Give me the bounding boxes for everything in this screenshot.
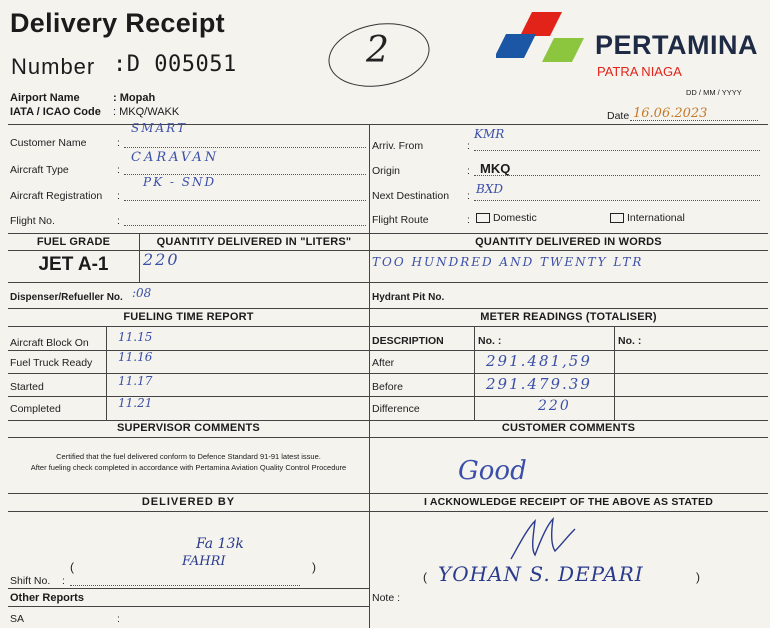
- meter-after-value: 291.481,59: [486, 352, 592, 370]
- arrival-from-value: KMR: [474, 127, 505, 141]
- started-label: Started: [10, 381, 44, 393]
- quantity-words-value: TOO HUNDRED AND TWENTY LTR: [372, 255, 644, 269]
- deliverer-paren-open: (: [70, 560, 74, 574]
- quantity-liters-value: 220: [143, 250, 180, 269]
- origin-colon: :: [467, 165, 470, 177]
- acknowledge-header: I ACKNOWLEDGE RECEIPT OF THE ABOVE AS STATED: [423, 496, 713, 508]
- domestic-option[interactable]: [476, 212, 537, 224]
- receiver-signature-icon: [505, 515, 585, 565]
- aircraft-registration-colon: :: [117, 190, 120, 202]
- quantity-liters-header: QUANTITY DELIVERED IN "LITERS": [156, 236, 352, 248]
- other-reports-top-line: [8, 588, 369, 589]
- customer-name-line: [124, 147, 366, 148]
- other-reports-bottom-line: [8, 606, 369, 607]
- completed-value: 11.21: [118, 396, 153, 410]
- quantity-row-bottom-line: [8, 282, 768, 283]
- iata-value: : MKQ/WAKK: [113, 106, 180, 118]
- meter-before-value: 291.479.39: [486, 375, 592, 393]
- receipt-number: :D 005051: [113, 52, 237, 77]
- block-on-label: Aircraft Block On: [10, 337, 89, 349]
- meter-readings-header: METER READINGS (TOTALISER): [480, 311, 657, 323]
- truck-ready-value: 11.16: [118, 350, 153, 364]
- customer-name-value: SMART: [131, 121, 188, 135]
- dispenser-value: :08: [132, 286, 152, 300]
- started-value: 11.17: [118, 374, 153, 388]
- customer-comments-header: CUSTOMER COMMENTS: [501, 422, 636, 434]
- document-title: Delivery Receipt: [10, 8, 225, 38]
- flight-no-colon: :: [117, 215, 120, 227]
- other-reports-label: Other Reports: [10, 592, 84, 604]
- international-checkbox[interactable]: [610, 213, 624, 223]
- flight-no-line: [124, 225, 366, 226]
- customer-name-label: Customer Name: [10, 137, 87, 149]
- next-destination-colon: :: [467, 190, 470, 202]
- signature-header-top-line: [8, 493, 768, 494]
- dispenser-label: Dispenser/Refueller No.: [10, 292, 123, 303]
- receiver-paren-close: ): [696, 570, 700, 584]
- truck-ready-label: Fuel Truck Ready: [10, 357, 93, 369]
- flight-route-label: Flight Route: [372, 214, 429, 226]
- iata-label: IATA / ICAO Code: [10, 106, 101, 118]
- comments-header-bottom-line: [8, 437, 768, 438]
- arrival-from-label: Arriv. From: [372, 140, 424, 152]
- meter-row-line-2: [369, 373, 768, 374]
- origin-value: MKQ: [480, 161, 511, 176]
- sa-colon: :: [117, 613, 120, 625]
- next-destination-value: BXD: [476, 182, 503, 196]
- delivered-by-header: DELIVERED BY: [141, 496, 236, 508]
- flight-no-label: Flight No.: [10, 215, 55, 227]
- certified-line-2: After fueling check completed in accordance with Pertamina Aviation Quality Control Procedure: [30, 463, 347, 472]
- date-value: 16.06.2023: [633, 106, 708, 121]
- signature-header-bottom-line: [8, 511, 768, 512]
- international-option[interactable]: [610, 212, 685, 224]
- meter-before-label: Before: [372, 381, 403, 393]
- aircraft-registration-value: PK - SND: [143, 175, 217, 189]
- comments-header-top-line: [8, 420, 768, 421]
- meter-difference-label: Difference: [372, 403, 420, 415]
- main-column-divider: [369, 124, 370, 628]
- meter-no-2-label: No. :: [618, 335, 642, 347]
- arrival-from-line: [474, 150, 760, 151]
- meter-row-line-3: [369, 396, 768, 397]
- aircraft-type-label: Aircraft Type: [10, 164, 69, 176]
- aircraft-type-value: CARAVAN: [131, 150, 220, 165]
- table-top-border: [8, 124, 768, 125]
- sa-label: SA: [10, 613, 25, 625]
- airport-name-label: Airport Name: [10, 92, 80, 104]
- aircraft-type-colon: :: [117, 164, 120, 176]
- fuel-grade-header: FUEL GRADE: [36, 236, 111, 248]
- receiver-name: YOHAN S. DEPARI: [438, 562, 644, 586]
- certified-line-1: Certified that the fuel delivered conform to Defence Standard 91-91 latest issue.: [56, 452, 321, 461]
- quantity-words-header: QUANTITY DELIVERED IN WORDS: [475, 236, 662, 248]
- time-row-line-2: [8, 373, 369, 374]
- fueling-time-header: FUELING TIME REPORT: [123, 311, 254, 323]
- number-label: Number: [11, 54, 96, 79]
- next-destination-line: [474, 200, 760, 201]
- brand-name: PERTAMINA: [595, 30, 758, 60]
- airport-name-value: : Mopah: [113, 92, 156, 104]
- note-label: Note :: [372, 592, 401, 604]
- time-header-bottom-line: [8, 326, 768, 327]
- origin-label: Origin: [372, 165, 401, 177]
- time-row-line-3: [8, 396, 369, 397]
- meter-description-header: DESCRIPTION: [372, 335, 444, 347]
- meter-row-line-1: [369, 350, 768, 351]
- completed-label: Completed: [10, 403, 61, 415]
- shift-no-line: [70, 585, 300, 586]
- meter-difference-value: 220: [538, 398, 571, 414]
- shift-no-colon: :: [62, 575, 65, 587]
- receiver-paren-open: (: [423, 570, 427, 584]
- origin-line: [474, 175, 760, 176]
- next-destination-label: Next Destination: [372, 190, 450, 202]
- time-row-line-1: [8, 350, 369, 351]
- deliverer-name: FAHRI: [182, 554, 226, 569]
- fuel-header-bottom-line: [8, 250, 768, 251]
- arrival-from-colon: :: [467, 140, 470, 152]
- customer-comment-value: Good: [458, 456, 527, 486]
- aircraft-registration-line: [124, 200, 366, 201]
- deliverer-paren-close: ): [312, 560, 316, 574]
- dispenser-row-bottom-line: [8, 308, 768, 309]
- shift-no-label: Shift No.: [10, 575, 51, 587]
- circled-number: 2: [366, 30, 389, 71]
- meter-no-1-label: No. :: [478, 335, 502, 347]
- domestic-checkbox[interactable]: [476, 213, 490, 223]
- supervisor-comments-header: SUPERVISOR COMMENTS: [117, 422, 260, 434]
- fuel-header-top-line: [8, 233, 768, 234]
- customer-name-colon: :: [117, 137, 120, 149]
- hydrant-label: Hydrant Pit No.: [372, 292, 445, 303]
- aircraft-registration-label: Aircraft Registration: [10, 190, 103, 202]
- pertamina-logo-icon: [496, 12, 588, 74]
- international-option-label: International: [627, 212, 685, 224]
- brand-subtitle: PATRA NIAGA: [597, 64, 682, 79]
- date-format: DD / MM / YYYY: [686, 88, 742, 97]
- date-label: Date: [607, 110, 630, 122]
- domestic-option-label: Domestic: [493, 212, 537, 224]
- block-on-value: 11.15: [118, 330, 153, 344]
- deliverer-signature-text: Fa 13k: [196, 536, 244, 552]
- meter-after-label: After: [372, 357, 395, 369]
- flight-route-colon: :: [467, 214, 470, 226]
- fuel-grade-value: JET A-1: [38, 254, 109, 275]
